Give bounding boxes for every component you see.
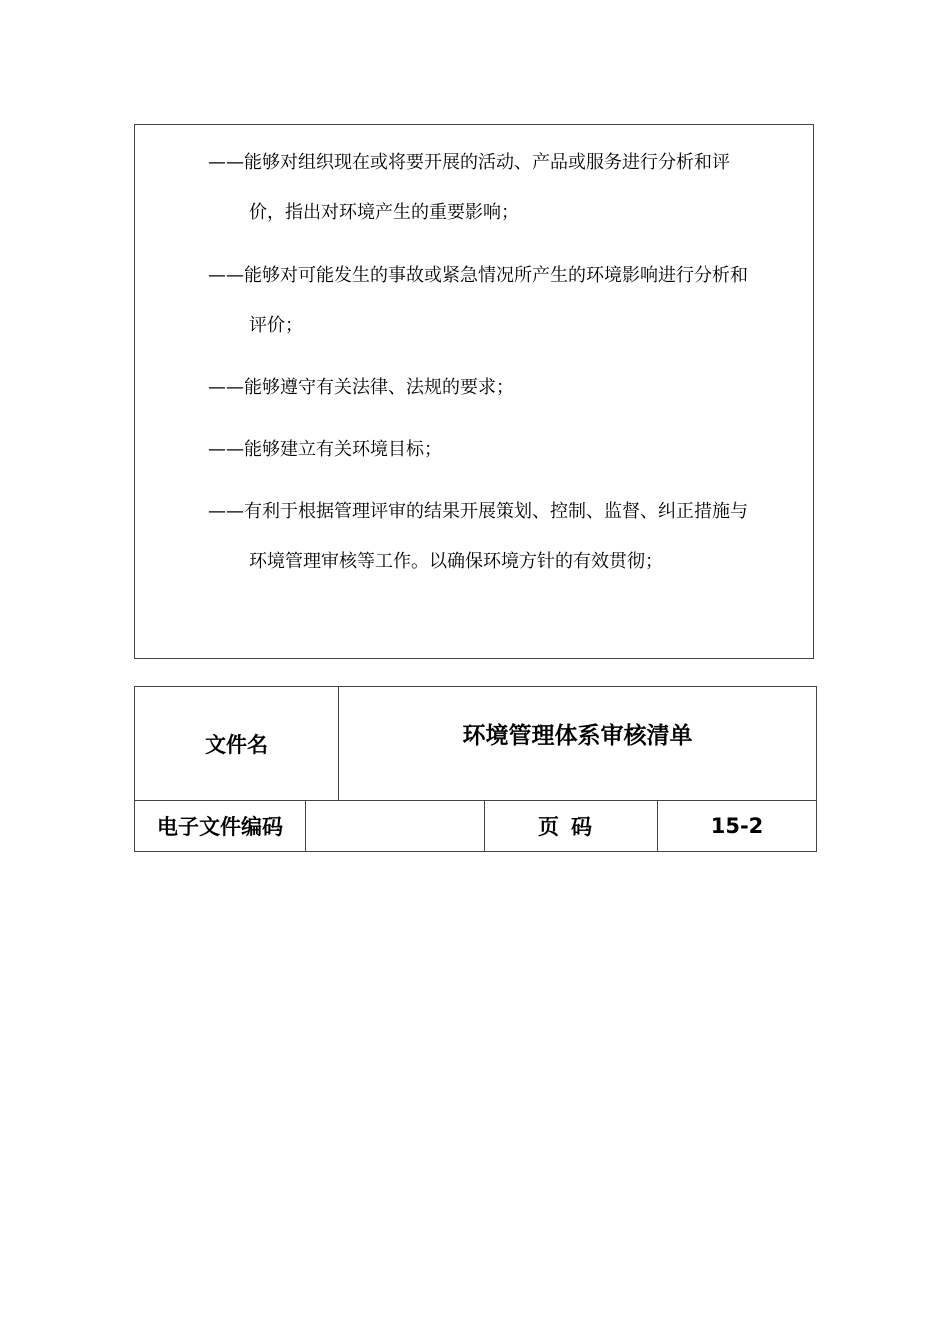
file-name-value (339, 687, 817, 801)
table-row (135, 801, 817, 852)
list-item-continuation: 评价； (249, 315, 303, 336)
page-label: 页码 (485, 801, 658, 852)
electronic-code-value (306, 801, 485, 852)
list-item-line: ——有利于根据管理评审的结果开展策划、控制、监督、纠正措施与 (208, 501, 748, 522)
list-item-continuation: 价，指出对环境产生的重要影响； (249, 202, 519, 223)
content-box (134, 124, 814, 659)
document-info-table (134, 686, 817, 852)
document-title: 环境管理体系审核清单 (462, 723, 693, 749)
list-item (208, 138, 798, 238)
list-item (208, 363, 798, 413)
file-name-label: 文件名 (135, 687, 339, 801)
list-item (208, 425, 798, 475)
list-item (208, 251, 798, 351)
list-item-line: ——能够对组织现在或将要开展的活动、产品或服务进行分析和评 (208, 152, 730, 173)
list-item-line: ——能够建立有关环境目标； (208, 439, 442, 460)
list-item-continuation: 环境管理审核等工作。以确保环境方针的有效贯彻； (249, 551, 663, 572)
list-item (208, 487, 798, 587)
electronic-code-label: 电子文件编码 (135, 801, 306, 852)
list-item-line: ——能够对可能发生的事故或紧急情况所产生的环境影响进行分析和 (208, 265, 748, 286)
table-row (135, 687, 817, 801)
list-item-line: ——能够遵守有关法律、法规的要求； (208, 377, 514, 398)
page-number-value: 15-2 (658, 801, 817, 852)
